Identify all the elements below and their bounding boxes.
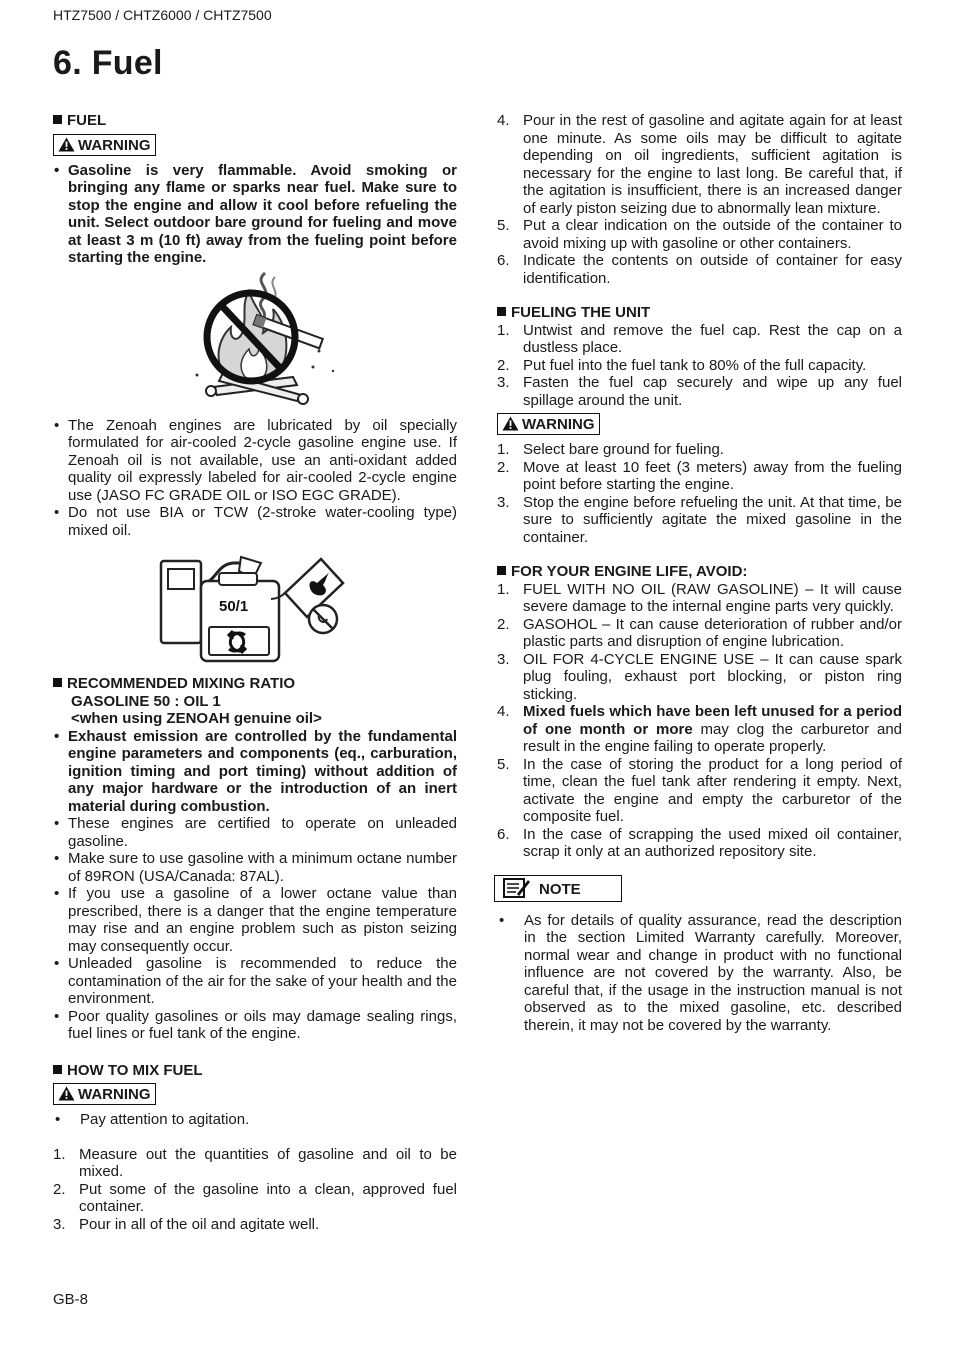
warning-triangle-icon bbox=[502, 416, 519, 431]
list-item: 5. In the case of storing the product for a long period of time, clean the fuel tank after rendering it empty. Next, activate the engine and empty the carburetor of the composite fuel. bbox=[497, 755, 902, 825]
warning-badge: WARNING bbox=[497, 413, 600, 435]
list-item: 4. Pour in the rest of gasoline and agitate again for at least one minute. As some oils may be difficult to agitate depending on oil ingredients, sufficient agitation is necessary for the engine to last long. Be careful that, if the agitation is insufficient, there is an increased danger of early piston seizing due to abnormally lean mixture. bbox=[497, 112, 902, 217]
square-bullet-icon bbox=[53, 115, 62, 124]
list-item: • Pay attention to agitation. bbox=[53, 1111, 457, 1129]
section-heading-mixing-ratio: RECOMMENDED MIXING RATIO bbox=[53, 675, 457, 693]
warning-triangle-icon bbox=[58, 137, 75, 152]
list-item: • Poor quality gasolines or oils may damage sealing rings, fuel lines or fuel tank of the engine. bbox=[53, 1008, 457, 1043]
list-item: • If you use a gasoline of a lower octane value than prescribed, there is a danger that the engine temperature may rise and an engine problem such as piston seizing may consequently occur. bbox=[53, 885, 457, 955]
list-item: 6. Indicate the contents on outside of container for easy identification. bbox=[497, 252, 902, 287]
list-item: • The Zenoah engines are lubricated by oil specially formulated for air-cooled 2-cycle gasoline engine use. If Zenoah oil is not available, use an anti-oxidant added quality oil expressly labeled for air-cooled 2-cycle engine use (JASO FC GRADE OIL or ISO EGC GRADE). bbox=[53, 417, 457, 505]
section-heading-fuel: FUEL bbox=[53, 112, 457, 130]
list-item: • These engines are certified to operate on unleaded gasoline. bbox=[53, 815, 457, 850]
list-item: 2. Put some of the gasoline into a clean, approved fuel container. bbox=[53, 1180, 457, 1215]
note-text: • As for details of quality assurance, read the description in the section Limited Warranty carefully. Moreover, normal wear and change in product with no functional influence are not covered by the warranty. Also, be careful that, if the usage in the instruction manual is not observed as to the mixed gasoline, etc. described therein, it may not be covered by the warranty. bbox=[497, 912, 902, 1035]
square-bullet-icon bbox=[53, 678, 62, 687]
agitation-list bbox=[53, 1111, 457, 1129]
right-column bbox=[497, 112, 902, 1034]
list-item: 2. Put fuel into the fuel tank to 80% of the full capacity. bbox=[497, 356, 867, 374]
warning-badge: WARNING bbox=[53, 134, 156, 156]
note-badge: NOTE bbox=[494, 875, 622, 902]
mix-steps-continued-list bbox=[497, 112, 902, 287]
page-title: 6. Fuel bbox=[53, 44, 163, 82]
no-smoking-flame-icon bbox=[53, 267, 457, 409]
list-item: 2. Move at least 10 feet (3 meters) away from the fueling point before starting the engine. bbox=[497, 458, 902, 493]
gasoline-bullet-list bbox=[53, 728, 457, 1043]
list-item: • Unleaded gasoline is recommended to reduce the contamination of the air for the sake of your health and the environment. bbox=[53, 955, 457, 1008]
note-list bbox=[497, 912, 902, 1035]
fuel-warning-list bbox=[53, 162, 457, 267]
emission-bullet: • Exhaust emission are controlled by the fundamental engine parameters and components (eq., carburation, ignition timing and port timing) without addition of any major hardware or the introduction of an inert material during combustion. bbox=[53, 728, 457, 816]
list-item: 3. Stop the engine before refueling the unit. At that time, be sure to sufficiently agitate the mixed gasoline in the container. bbox=[497, 493, 902, 546]
list-item: 2. GASOHOL – It can cause deterioration of rubber and/or plastic parts and disruption of engine lubrication. bbox=[497, 615, 902, 650]
section-heading-fueling: FUELING THE UNIT bbox=[497, 304, 902, 322]
page-number: GB-8 bbox=[53, 1291, 89, 1308]
list-item: 1. Select bare ground for fueling. bbox=[497, 441, 724, 458]
section-heading-avoid: FOR YOUR ENGINE LIFE, AVOID: bbox=[497, 563, 902, 581]
avoid-list bbox=[497, 581, 902, 861]
warning-triangle-icon bbox=[58, 1086, 75, 1101]
mixing-ratio-block bbox=[53, 675, 457, 728]
header-models: HTZ7500 / CHTZ6000 / CHTZ7500 bbox=[53, 7, 272, 23]
list-item: 3. Pour in all of the oil and agitate well. bbox=[53, 1215, 320, 1233]
mix-steps-list bbox=[53, 1146, 457, 1234]
list-item: 5. Put a clear indication on the outside of the container to avoid mixing up with gasoline or other containers. bbox=[497, 217, 902, 252]
fuel-warning-text: • Gasoline is very flammable. Avoid smoking or bringing any flame or sparks near fuel. Make sure to stop the engine and allow it cool before refueling the unit. Select outdoor bare ground for fueling and move at least 3 m (10 ft) away from the fueling point before starting the engine. bbox=[53, 162, 457, 267]
list-item: 4. Mixed fuels which have been left unused for a period of one month or more may clog the carburetor and result in the engine failing to operate properly. bbox=[497, 703, 903, 755]
oil-bullet-list bbox=[53, 417, 457, 540]
fueling-steps-list bbox=[497, 322, 902, 410]
list-item: 1. FUEL WITH NO OIL (RAW GASOLINE) – It will cause severe damage to the internal engine parts very quickly. bbox=[497, 580, 902, 615]
list-item: • Do not use BIA or TCW (2-stroke water-cooling type) mixed oil. bbox=[53, 504, 457, 539]
list-item: 3. Fasten the fuel cap securely and wipe up any fuel spillage around the unit. bbox=[497, 374, 902, 409]
square-bullet-icon bbox=[497, 566, 506, 575]
mixing-ratio-value: GASOLINE 50 : OIL 1 bbox=[71, 692, 221, 710]
list-item: 6. In the case of scrapping the used mixed oil container, scrap it only at an authorized repository site. bbox=[497, 825, 902, 860]
can-ratio-label: 50/1 bbox=[219, 598, 249, 615]
list-item: • Make sure to use gasoline with a minimum octane number of 89RON (USA/Canada: 87AL). bbox=[53, 850, 457, 885]
warning-badge: WARNING bbox=[53, 1083, 156, 1105]
mixing-ratio-note: <when using ZENOAH genuine oil> bbox=[71, 710, 322, 727]
square-bullet-icon bbox=[497, 307, 506, 316]
note-pencil-icon bbox=[503, 877, 531, 899]
list-item: 1. Untwist and remove the fuel cap. Rest the cap on a dustless place. bbox=[497, 321, 902, 356]
square-bullet-icon bbox=[53, 1065, 62, 1074]
left-column bbox=[53, 112, 457, 1233]
section-heading-how-to-mix: HOW TO MIX FUEL bbox=[53, 1062, 457, 1080]
fuel-can-mixing-icon bbox=[53, 553, 457, 665]
fueling-warnings-list bbox=[497, 441, 902, 546]
list-item: 1. Measure out the quantities of gasoline and oil to be mixed. bbox=[53, 1145, 457, 1180]
list-item: 3. OIL FOR 4-CYCLE ENGINE USE – It can cause spark plug fouling, exhaust port blocking, or piston ring sticking. bbox=[497, 650, 902, 703]
